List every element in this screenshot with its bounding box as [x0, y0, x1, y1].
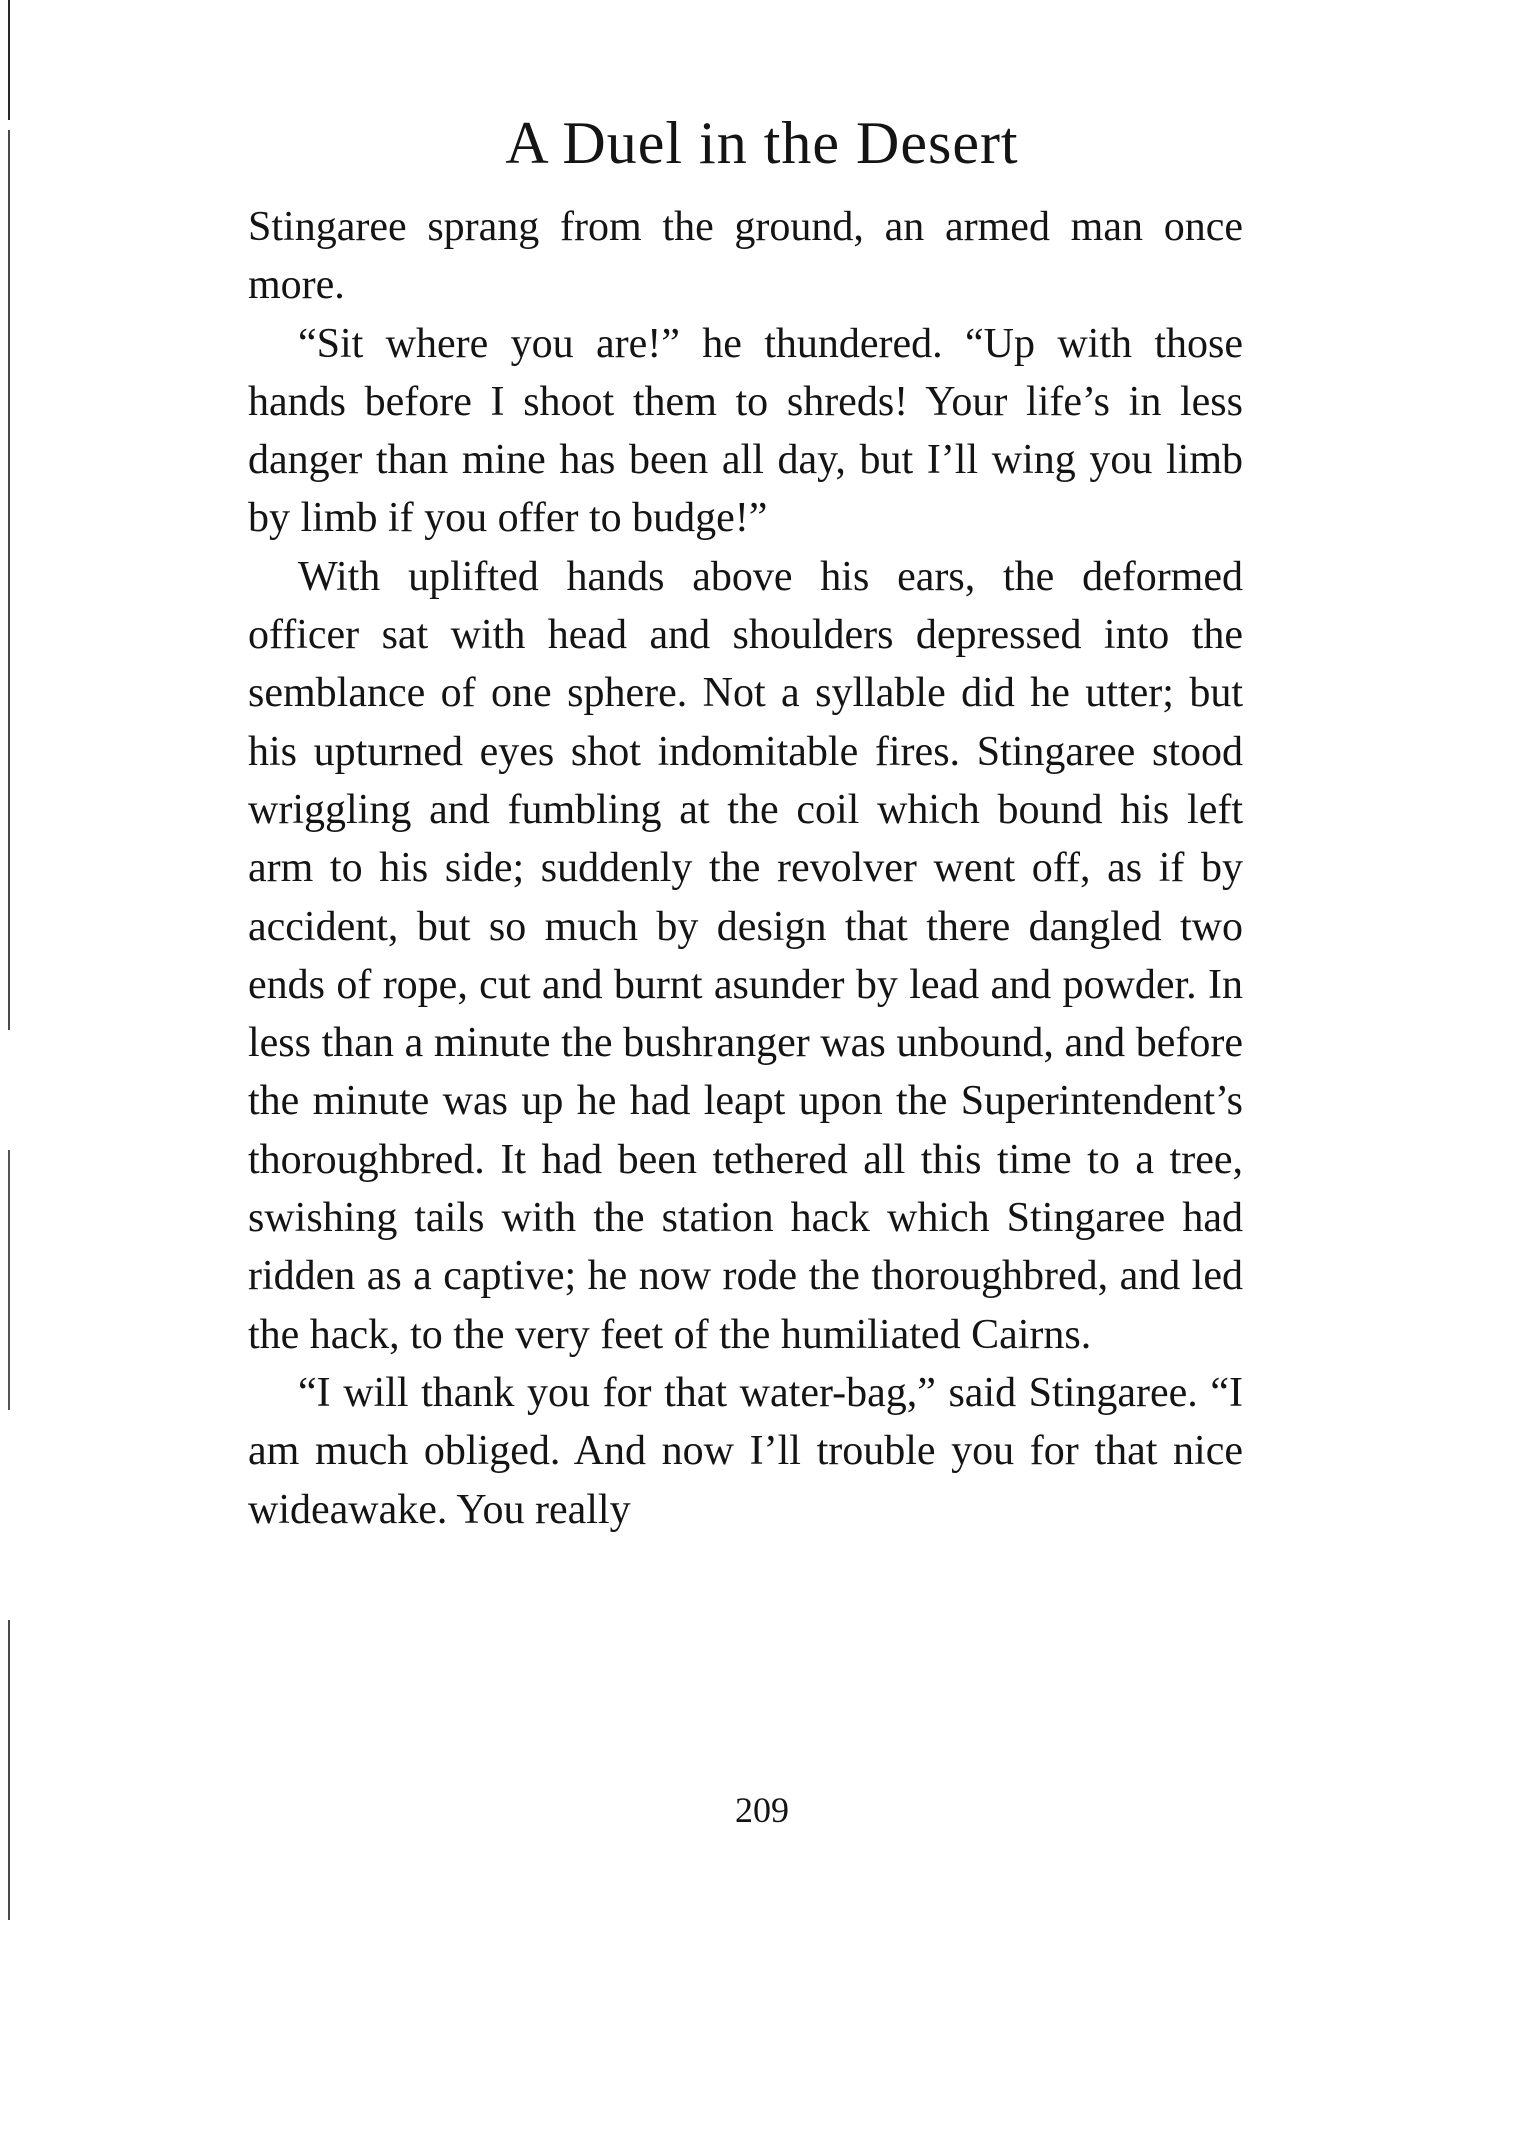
running-head: A Duel in the Desert	[505, 110, 1019, 176]
paragraph: “I will thank you for that water-bag,” said Stingaree. “I am much obliged. And now I’ll trouble you for that nice wideawake. You really	[248, 1369, 1243, 1533]
scan-edge-line	[8, 1150, 10, 1410]
scan-edge-line	[8, 130, 10, 1030]
scan-edge-line	[8, 1620, 10, 1920]
page-number: 209	[735, 1790, 789, 1830]
paragraph: “Sit where you are!” he thundered. “Up with those hands before I shoot them to shreds! Your life’s in less danger than mine has been all day, but I’ll wing you limb by limb if you offer to budge!”	[248, 320, 1243, 542]
body-text	[248, 198, 1243, 1539]
scan-edge-line	[8, 0, 10, 120]
paragraph: With uplifted hands above his ears, the deformed officer sat with head and shoulders depressed into the semblance of one sphere. Not a syllable did he utter; but his upturned eyes shot indomitable fires. Stingaree stood wriggling and fumbling at the coil which bound his left arm to his side; suddenly the revolver went off, as if by accident, but so much by design that there dangled two ends of rope, cut and burnt asunder by lead and powder. In less than a minute the bushranger was unbound, and before the minute was up he had leapt upon the Superintendent’s thoroughbred. It had been tethered all this time to a tree, swishing tails with the station hack which Stingaree had ridden as a captive; he now rode the thoroughbred, and led the hack, to the very feet of the humiliated Cairns.	[248, 553, 1243, 1358]
paragraph: Stingaree sprang from the ground, an armed man once more.	[248, 204, 1243, 309]
